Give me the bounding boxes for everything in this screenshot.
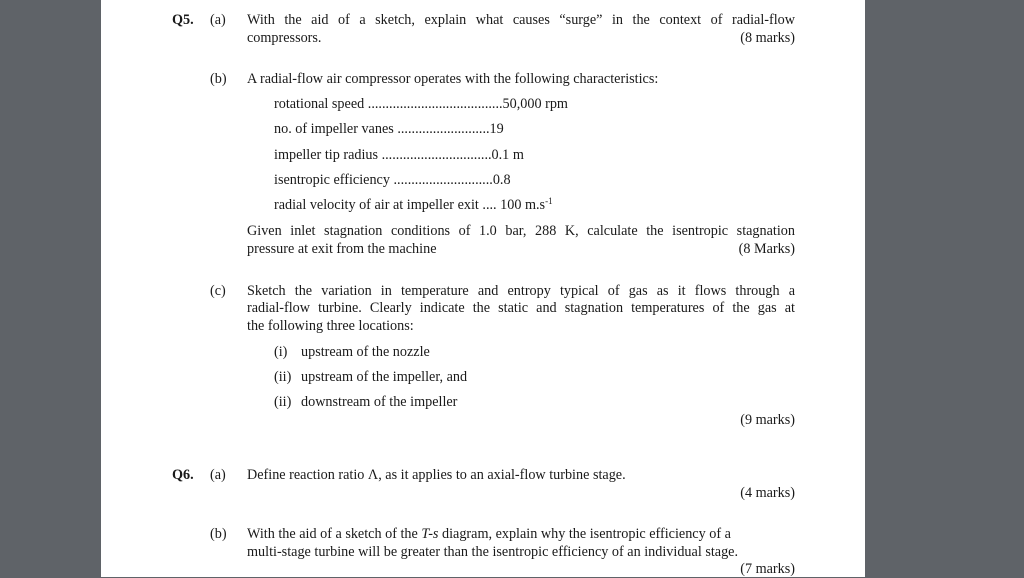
spec-dots: .... (482, 197, 497, 213)
spec-value: 50,000 rpm (502, 96, 568, 112)
spec-dots: ............................ (393, 172, 493, 188)
q6a-label: (a) (210, 467, 226, 483)
list-item-num: (i) (274, 344, 288, 360)
list-item-text: upstream of the impeller, and (301, 369, 468, 385)
spec-row (274, 147, 524, 164)
list-item-num: (ii) (274, 369, 292, 385)
q5-label: Q5. (172, 12, 194, 28)
q5c-line1: Sketch the variation in temperature and entropy typical of gas as it flows through a (247, 283, 795, 299)
q5a-line2: compressors. (247, 30, 322, 46)
q6b-line1-em: T-s (421, 526, 439, 542)
spec-dots: ...................................... (367, 96, 503, 112)
q5b-marks: (8 Marks) (738, 241, 795, 257)
spec-value: 19 (489, 121, 504, 137)
q6b-line1-pre: With the aid of a sketch of the (247, 526, 422, 542)
q6b-line1 (247, 526, 731, 543)
spec-name: impeller tip radius (274, 147, 379, 163)
list-item (274, 394, 457, 411)
q5c-label: (c) (210, 283, 226, 299)
spec-value: 0.8 (492, 172, 511, 188)
q5c-line2: radial-flow turbine. Clearly indicate the static and stagnation temperatures of the gas at (247, 300, 795, 316)
list-item-text: upstream of the nozzle (301, 344, 430, 360)
spec-dots: .......................... (397, 121, 490, 137)
spec-dots: ............................... (381, 147, 492, 163)
document-page (101, 0, 865, 577)
spec-name: radial velocity of air at impeller exit (274, 197, 479, 213)
spec-name: no. of impeller vanes (274, 121, 394, 137)
spec-value: 0.1 m (491, 147, 524, 163)
q5c-marks: (9 marks) (740, 412, 795, 428)
q5b-label: (b) (210, 71, 227, 87)
spec-row (274, 197, 553, 214)
list-item (274, 369, 467, 386)
q6b-line2: multi-stage turbine will be greater than the isentropic efficiency of an individual stage. (247, 544, 739, 560)
q5c-line3: the following three locations: (247, 318, 414, 334)
spec-name: isentropic efficiency (274, 172, 390, 188)
list-item (274, 344, 430, 361)
q5b-line1: Given inlet stagnation conditions of 1.0 bar, 288 K, calculate the isentropic stagnation (247, 223, 795, 239)
list-item-text: downstream of the impeller (301, 394, 458, 410)
q5a-marks: (8 marks) (740, 30, 795, 46)
spec-row (274, 96, 568, 113)
q6b-label: (b) (210, 526, 227, 542)
q6a-marks: (4 marks) (740, 485, 795, 501)
q6-label: Q6. (172, 467, 194, 483)
spec-row (274, 121, 504, 138)
spec-row (274, 172, 511, 189)
q6b-marks: (7 marks) (740, 561, 795, 577)
spec-value: 100 m.s (500, 197, 546, 213)
list-item-num: (ii) (274, 394, 292, 410)
q5a-label: (a) (210, 12, 226, 28)
q6b-line1-post: diagram, explain why the isentropic efficiency of a (438, 526, 731, 542)
spec-unit-exponent: -1 (545, 196, 553, 206)
spec-name: rotational speed (274, 96, 365, 112)
q5b-line2: pressure at exit from the machine (247, 241, 437, 257)
q6a-line1: Define reaction ratio Λ, as it applies to an axial-flow turbine stage. (247, 467, 626, 483)
q5a-line1: With the aid of a sketch, explain what causes “surge” in the context of radial-flow (247, 12, 795, 28)
q5b-intro: A radial-flow air compressor operates with the following characteristics: (247, 71, 659, 87)
